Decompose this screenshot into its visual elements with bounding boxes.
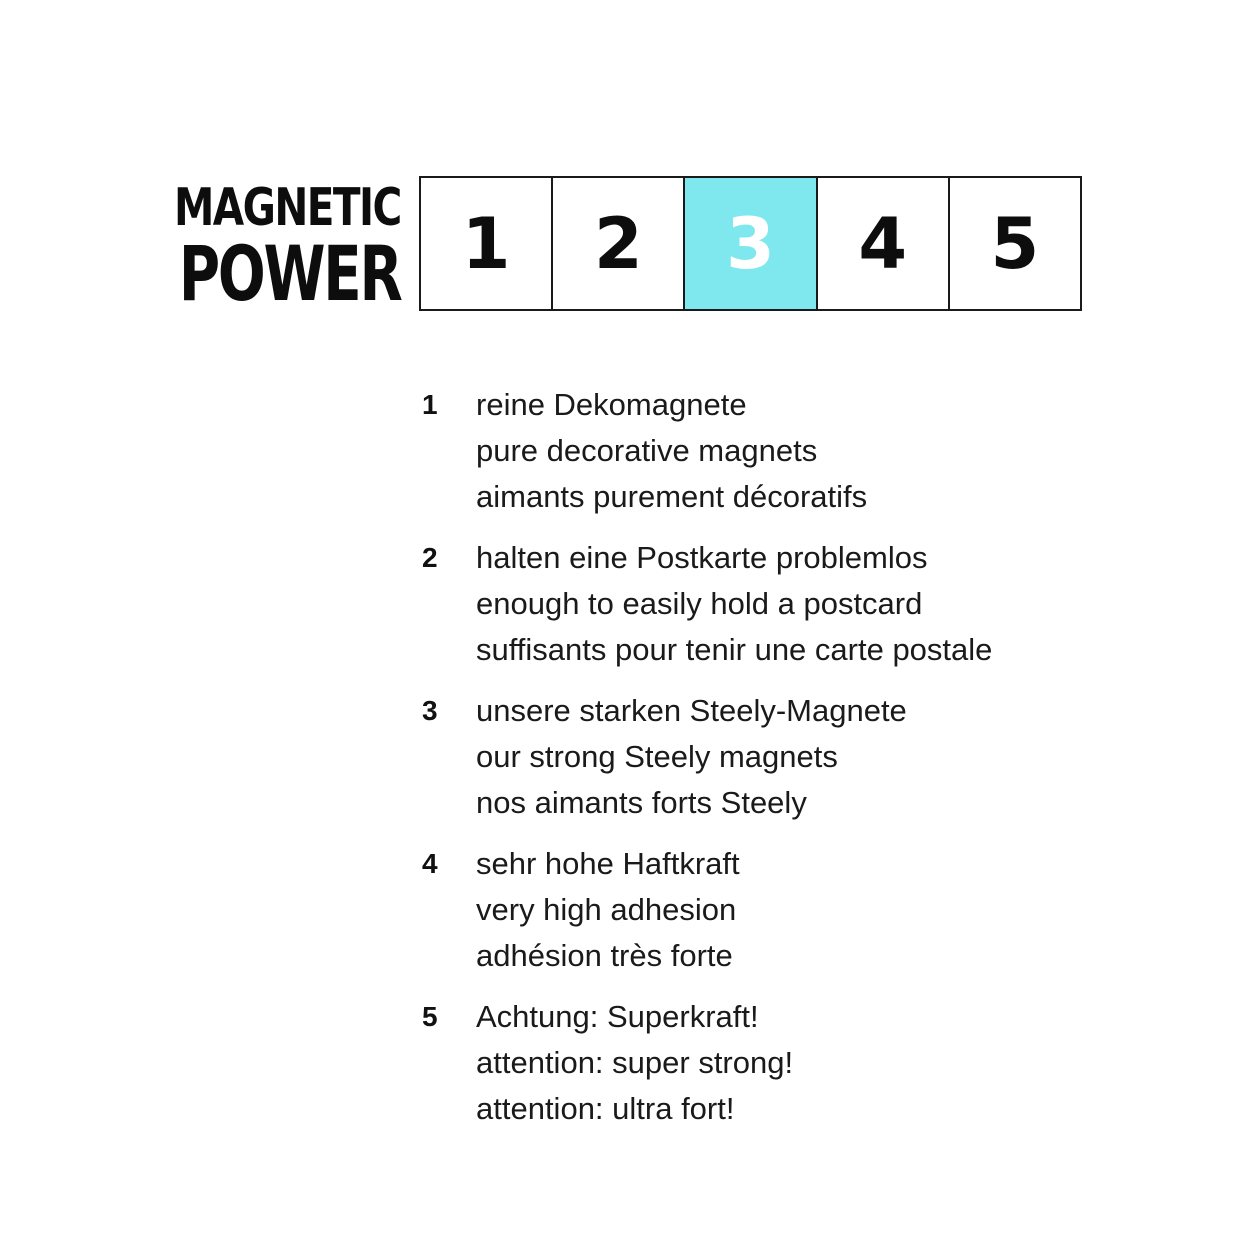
- legend-item: [422, 382, 1222, 520]
- legend-text-german: halten eine Postkarte problemlos: [476, 540, 928, 575]
- legend-text-english: enough to easily hold a postcard: [476, 586, 923, 621]
- legend-text-french: suffisants pour tenir une carte postale: [476, 632, 993, 667]
- legend-item: [422, 841, 1222, 979]
- legend-item: [422, 994, 1222, 1132]
- legend-descriptions: [476, 994, 793, 1132]
- title-line-magnetic: MAGNETIC: [174, 178, 401, 238]
- legend-text-german: reine Dekomagnete: [476, 387, 747, 422]
- legend-descriptions: [476, 688, 907, 826]
- legend-item: [422, 535, 1222, 673]
- legend-text-french: aimants purement décoratifs: [476, 479, 868, 514]
- scale-cell-5: 5: [990, 202, 1040, 285]
- legend-text-german: sehr hohe Haftkraft: [476, 846, 740, 881]
- legend-text-french: nos aimants forts Steely: [476, 785, 807, 820]
- scale-cell-4: 4: [818, 178, 950, 309]
- legend-item: [422, 688, 1222, 826]
- legend-number: 5: [422, 1001, 438, 1032]
- legend-text-french: attention: ultra fort!: [476, 1091, 735, 1126]
- scale-cell-2: 2: [553, 178, 685, 309]
- power-legend: [422, 382, 1222, 1147]
- legend-number: 1: [422, 389, 438, 420]
- magnetic-power-title: [166, 178, 401, 318]
- scale-cell-3: 3: [685, 178, 817, 309]
- legend-text-german: unsere starken Steely-Magnete: [476, 693, 907, 728]
- legend-text-german: Achtung: Superkraft!: [476, 999, 759, 1034]
- legend-descriptions: [476, 841, 740, 979]
- legend-text-english: our strong Steely magnets: [476, 739, 838, 774]
- legend-number: 3: [422, 695, 438, 726]
- legend-text-english: attention: super strong!: [476, 1045, 794, 1080]
- legend-number: 2: [422, 542, 438, 573]
- legend-descriptions: [476, 535, 992, 673]
- power-scale: [419, 176, 1082, 311]
- legend-text-english: pure decorative magnets: [476, 433, 818, 468]
- legend-descriptions: [476, 382, 867, 520]
- legend-text-english: very high adhesion: [476, 892, 737, 927]
- legend-number: 4: [422, 848, 438, 879]
- legend-text-french: adhésion très forte: [476, 938, 733, 973]
- title-line-power: POWER: [179, 229, 401, 318]
- scale-cell-1: 1: [421, 178, 553, 309]
